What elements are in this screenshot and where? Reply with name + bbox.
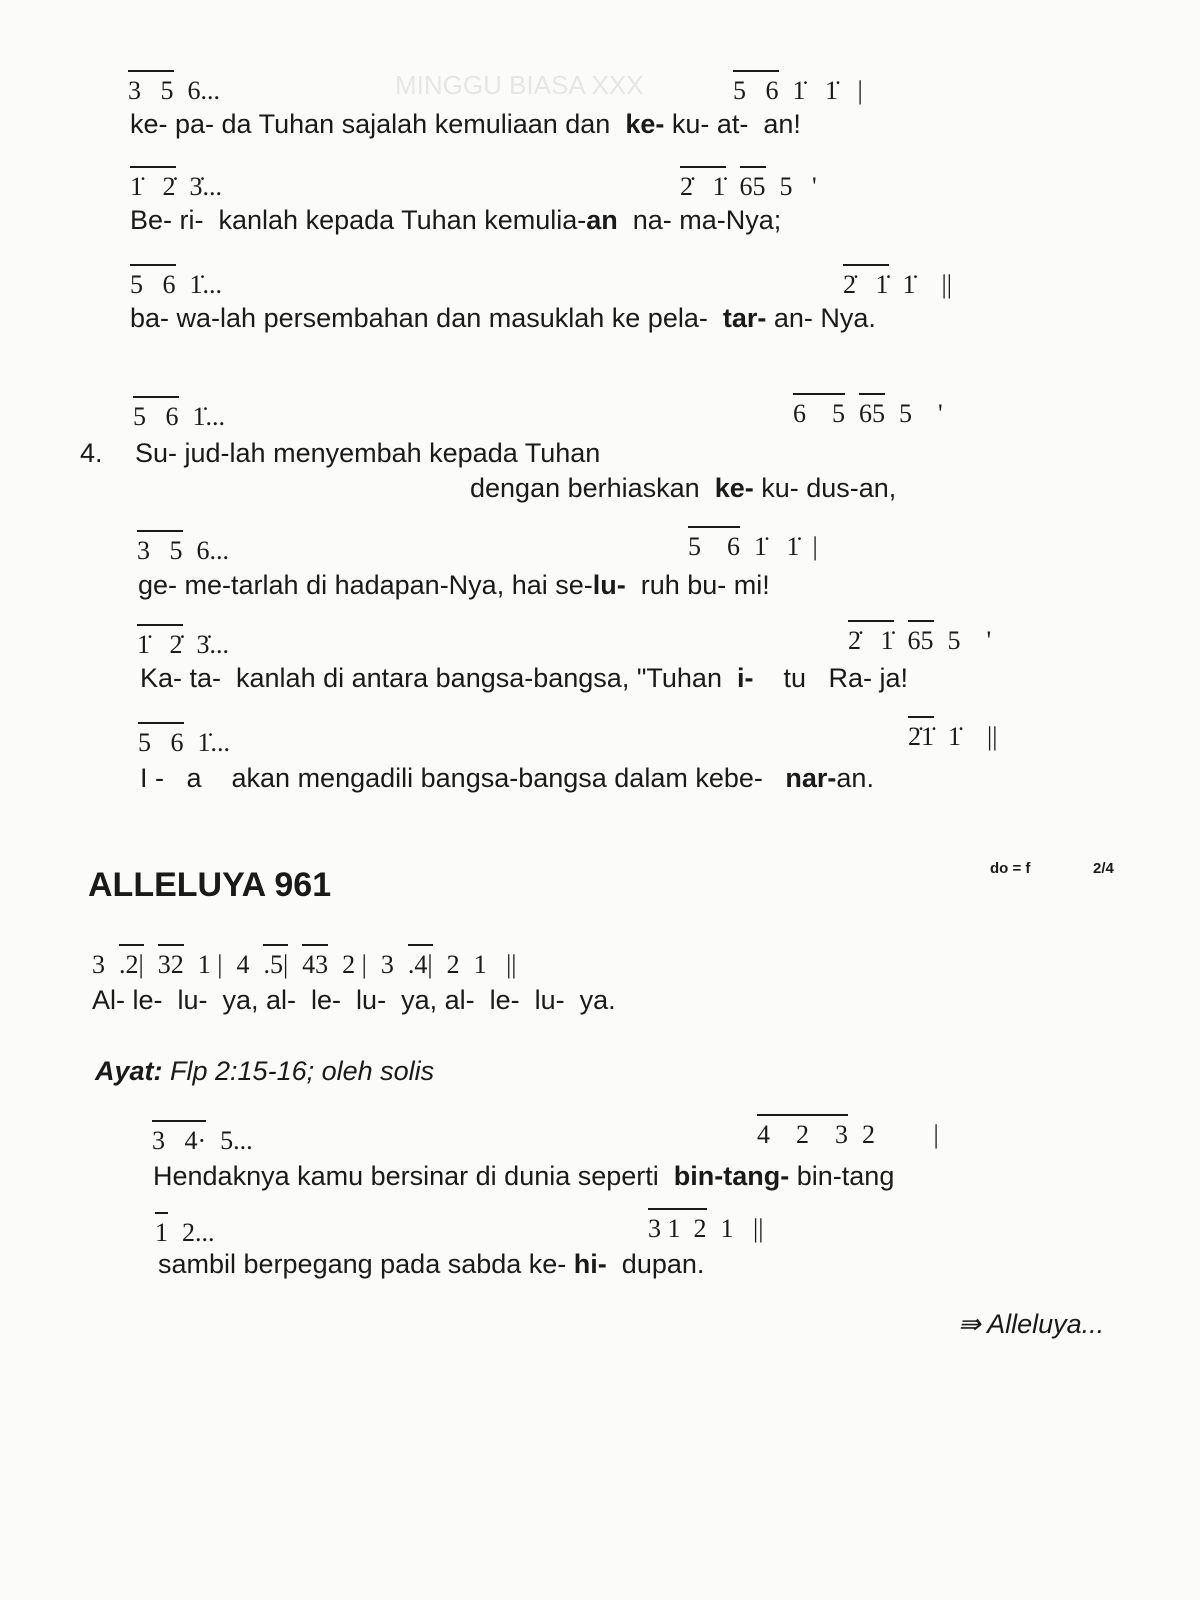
note-group: 3 xyxy=(380,950,394,979)
note-group: 1̇ 1̇ | xyxy=(754,532,818,561)
note-group-beamed: 2̇ 1̇ xyxy=(848,620,894,656)
lyric-text: Su- jud-lah menyembah kepada Tuhan xyxy=(135,438,601,468)
lyric-text: an- Nya. xyxy=(766,303,876,333)
verse-label: Ayat: xyxy=(95,1056,163,1086)
lyric-text: bin-tang xyxy=(789,1161,895,1191)
note-group-beamed: 2̇ 1̇ xyxy=(680,166,726,202)
lyric-emphasis: lu- xyxy=(592,570,626,600)
note-group-beamed: 5 6 xyxy=(688,526,740,562)
notation-right xyxy=(848,620,1005,656)
note-group-beamed: 5 6 xyxy=(138,722,184,758)
notation-right xyxy=(757,1114,953,1150)
notation-left xyxy=(128,70,234,106)
alleluya-notation xyxy=(92,944,531,980)
lyric-line xyxy=(130,302,876,334)
note-group-beamed: 43 xyxy=(302,944,328,980)
notation-left xyxy=(137,530,243,566)
lyric-line xyxy=(138,569,770,601)
note-group: 1̇... xyxy=(197,728,230,757)
lyric-emphasis: i- xyxy=(736,663,754,693)
note-group: 2 | xyxy=(862,1120,939,1149)
lyric-emphasis: tar- xyxy=(722,303,767,333)
alleluya-lyric xyxy=(92,984,616,1016)
note-group-beamed: .2| xyxy=(119,944,144,980)
lyric-text: ku- at- an! xyxy=(664,109,801,139)
note-group: 1 || xyxy=(720,1214,764,1243)
lyric-line xyxy=(470,472,896,504)
note-group-beamed: 5 6 xyxy=(733,70,779,106)
note-group-beamed: 65 xyxy=(859,393,885,429)
note-group: 3̇... xyxy=(189,172,222,201)
section-title: ALLELUYA 961 xyxy=(88,866,332,904)
notation-right xyxy=(680,166,831,202)
lyric-text: an. xyxy=(836,763,874,793)
note-group: 1̇ || xyxy=(948,722,998,751)
notation-right xyxy=(648,1208,777,1244)
lyric-emphasis: nar- xyxy=(785,763,837,793)
lyric-text: ba- wa-lah persembahan dan masuklah ke pela- xyxy=(130,303,723,333)
lyric-text: Ka- ta- kanlah di antara bangsa-bangsa, "Tuhan xyxy=(140,663,737,693)
note-group: 6... xyxy=(187,76,220,105)
note-group: 1̇... xyxy=(189,270,222,299)
note-group-beamed: 32 xyxy=(158,944,184,980)
note-group: 2 | xyxy=(342,950,367,979)
lyric-line xyxy=(140,762,874,794)
lyric-line xyxy=(130,204,781,236)
lyric-text: ruh bu- mi! xyxy=(625,570,770,600)
lyric-emphasis: ke- xyxy=(714,473,754,503)
lyric-line xyxy=(135,437,600,469)
note-group: 1 | xyxy=(197,950,223,979)
note-group-beamed: 3 5 xyxy=(137,530,183,566)
note-group: 1̇ || xyxy=(902,270,952,299)
note-group-beamed: 3 1 2 xyxy=(648,1208,707,1244)
notation-left xyxy=(152,1120,267,1156)
note-group-beamed: 5 6 xyxy=(133,396,179,432)
lyric-text: Be- ri- kanlah kepada Tuhan kemulia- xyxy=(130,205,587,235)
notation-left xyxy=(130,166,236,202)
note-group-beamed: 5 6 xyxy=(130,264,176,300)
note-group: 3̇... xyxy=(196,630,229,659)
lyric-emphasis: an xyxy=(586,205,618,235)
lyric-line xyxy=(158,1248,704,1280)
note-group-beamed: 1 xyxy=(155,1212,168,1248)
lyric-text: dengan berhiaskan xyxy=(470,473,715,503)
notation-right xyxy=(908,716,1011,752)
lyric-text: ke- pa- da Tuhan sajalah kemuliaan dan xyxy=(130,109,626,139)
note-group: 6... xyxy=(196,536,229,565)
lyric-line xyxy=(130,108,801,140)
note-group-beamed: .4| xyxy=(408,944,433,980)
notation-left xyxy=(138,722,244,758)
note-group: 5 ' xyxy=(779,172,817,201)
note-group: 5... xyxy=(220,1126,253,1155)
lyric-text: sambil berpegang pada sabda ke- xyxy=(158,1249,574,1279)
notation-right xyxy=(733,70,877,106)
lyric-text: ge- me-tarlah di hadapan-Nya, hai se- xyxy=(138,570,593,600)
lyric-line xyxy=(140,662,908,694)
note-group: 2 xyxy=(446,950,460,979)
key-signature: do = f xyxy=(990,860,1031,877)
note-group: 2... xyxy=(182,1218,215,1247)
note-group: 4 xyxy=(236,950,250,979)
lyric-text: Al- le- lu- ya, al- le- lu- ya, al- le- lu- ya. xyxy=(92,985,616,1015)
note-group-beamed: .5| xyxy=(263,944,288,980)
note-group-beamed: 3 4· xyxy=(152,1120,206,1156)
notation-left xyxy=(130,264,236,300)
verse-number: 4. xyxy=(80,438,103,468)
notation-left xyxy=(155,1212,229,1248)
note-group-beamed: 2̇1̇ xyxy=(908,716,934,752)
note-group: 5 ' xyxy=(899,399,943,428)
note-group-beamed: 1̇ 2̇ xyxy=(137,624,183,660)
lyric-text: tu Ra- ja! xyxy=(753,663,909,693)
verse-reference xyxy=(95,1056,434,1087)
note-group-beamed: 6 5 xyxy=(793,393,845,429)
lyric-text: Hendaknya kamu bersinar di dunia seperti xyxy=(153,1161,674,1191)
note-group-beamed: 3 5 xyxy=(128,70,174,106)
continue-alleluya: ⇛ Alleluya... xyxy=(958,1309,1105,1339)
notation-right xyxy=(688,526,832,562)
lyric-emphasis: bin-tang- xyxy=(673,1161,790,1191)
time-signature: 2/4 xyxy=(1093,860,1114,877)
notation-right xyxy=(843,264,966,300)
note-group: 5 ' xyxy=(947,626,992,655)
lyric-text: ku- dus-an, xyxy=(753,473,897,503)
note-group-beamed: 2̇ 1̇ xyxy=(843,264,889,300)
lyric-text: dupan. xyxy=(606,1249,705,1279)
lyric-text: na- ma-Nya; xyxy=(617,205,782,235)
lyric-line xyxy=(153,1160,894,1192)
note-group: 1 || xyxy=(473,950,517,979)
note-group: 3 xyxy=(92,950,105,979)
lyric-emphasis: ke- xyxy=(625,109,665,139)
note-group: 1̇... xyxy=(192,402,225,431)
lyric-emphasis: hi- xyxy=(573,1249,607,1279)
lyric-text: I - a akan mengadili bangsa-bangsa dalam kebe- xyxy=(140,763,786,793)
note-group-beamed: 65 xyxy=(740,166,766,202)
note-group-beamed: 4 2 3 xyxy=(757,1114,848,1150)
notation-left xyxy=(133,396,239,432)
notation-right xyxy=(793,393,957,429)
notation-left xyxy=(137,624,243,660)
note-group: 1̇ 1̇ | xyxy=(792,76,863,105)
note-group-beamed: 65 xyxy=(908,620,934,656)
note-group-beamed: 1̇ 2̇ xyxy=(130,166,176,202)
bleed-through-text: MINGGU BIASA XXX xyxy=(395,70,644,100)
verse-source: Flp 2:15-16; oleh solis xyxy=(162,1056,435,1086)
